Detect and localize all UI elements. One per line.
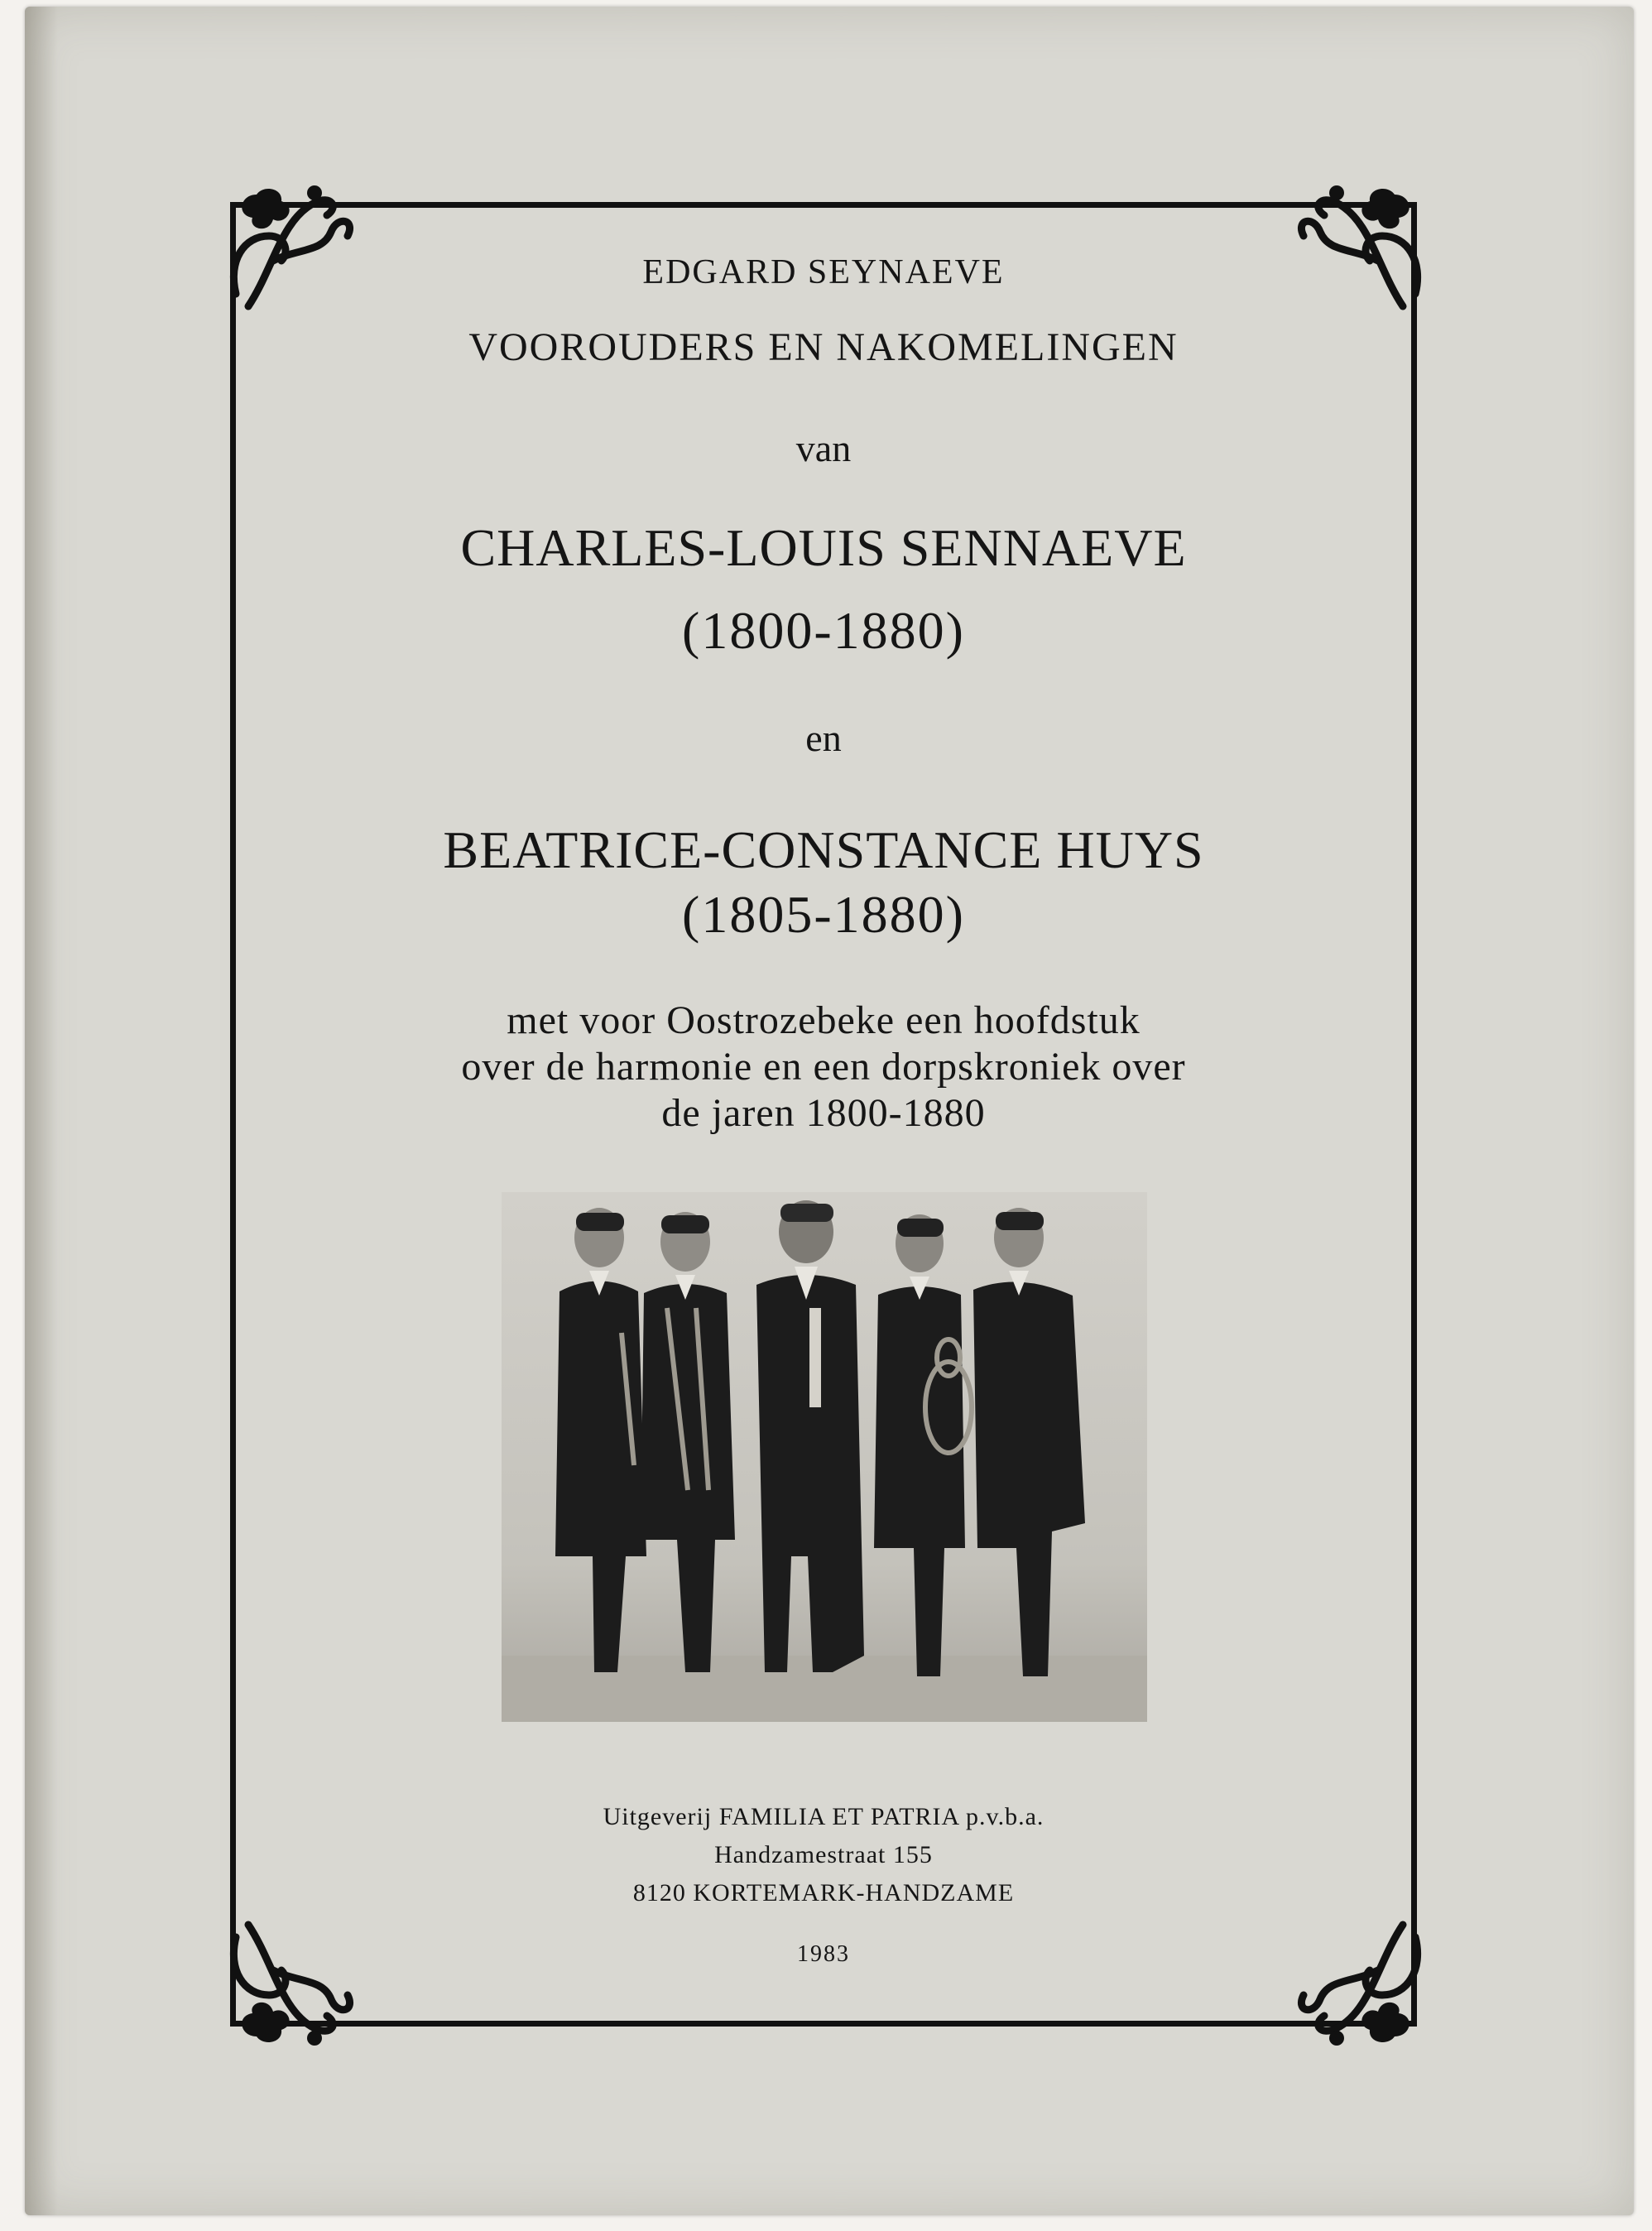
corner-ornament-top-right	[1270, 170, 1428, 327]
subtitle-line: de jaren 1800-1880	[661, 1091, 986, 1135]
book-title: VOOROUDERS EN NAKOMELINGEN	[468, 325, 1179, 369]
person2-name: BEATRICE-CONSTANCE HUYS	[443, 820, 1204, 879]
group-photo	[502, 1192, 1147, 1722]
subtitle-line: over de harmonie en een dorpskroniek over	[461, 1045, 1186, 1089]
subtitle	[248, 998, 1399, 1137]
connector-van: van	[795, 427, 852, 469]
publisher-street: Handzamestraat 155	[714, 1841, 933, 1868]
publisher-name: Uitgeverij FAMILIA ET PATRIA p.v.b.a.	[603, 1803, 1045, 1830]
person1-name: CHARLES-LOUIS SENNAEVE	[460, 518, 1187, 577]
person1-dates: (1800-1880)	[682, 601, 965, 660]
author-name: EDGARD SEYNAEVE	[642, 253, 1005, 291]
corner-ornament-bottom-left	[223, 1904, 381, 2061]
publisher-city: 8120 KORTEMARK-HANDZAME	[632, 1879, 1015, 1906]
corner-ornament-bottom-right	[1270, 1904, 1428, 2061]
spine-shadow	[25, 7, 58, 2215]
connector-en: en	[805, 717, 842, 759]
publication-year: 1983	[797, 1941, 850, 1967]
corner-ornament-top-left	[223, 170, 381, 327]
subtitle-line: met voor Oostrozebeke een hoofdstuk	[507, 998, 1141, 1042]
publisher-info	[248, 1798, 1399, 1912]
person2-dates: (1805-1880)	[682, 885, 965, 944]
